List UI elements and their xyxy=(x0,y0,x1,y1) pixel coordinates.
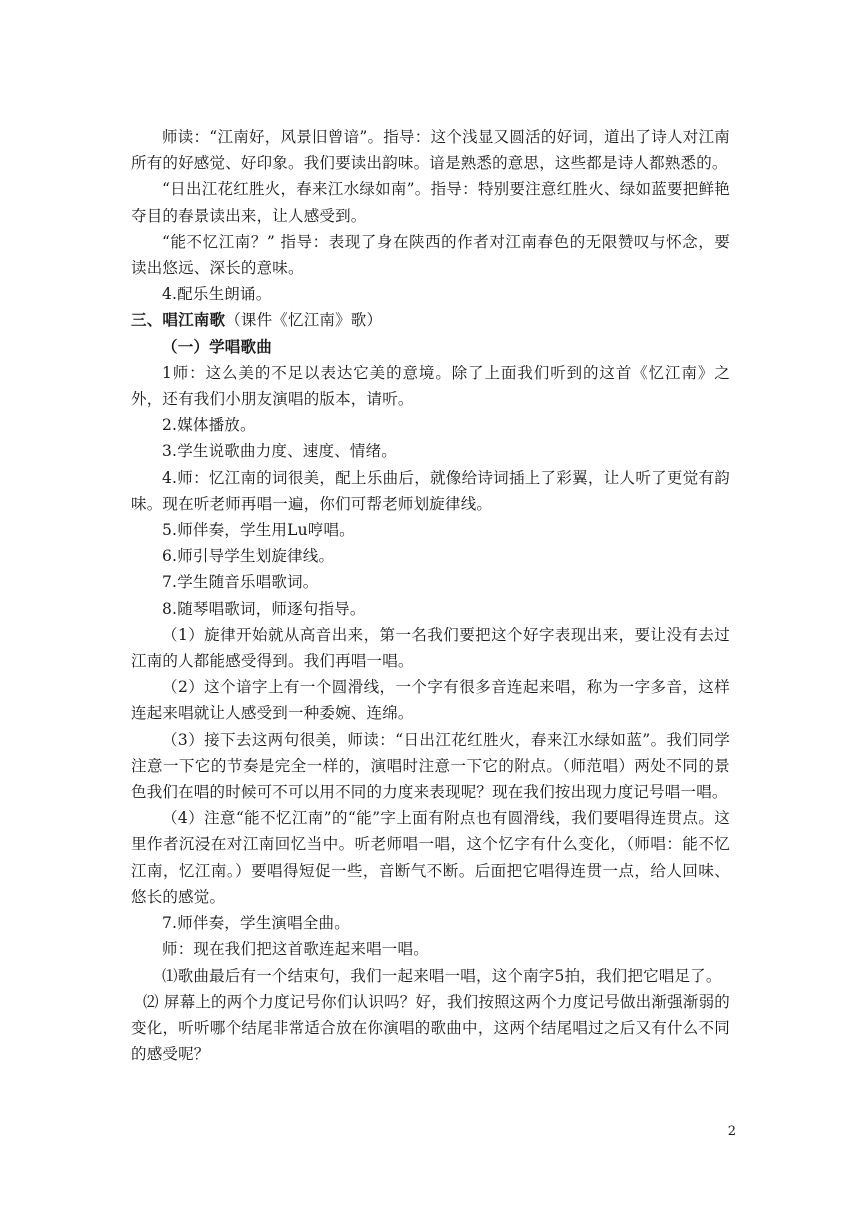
paragraph-guide-4: （4）注意“能不忆江南”的“能”字上面有附点也有圆滑线，我们要唱得连贯点。这里作者沉浸在对江南回忆当中。听老师唱一唱，这个忆字有什么变化，（师唱：能不忆江南，忆江南。）要唱得短促一些，音断气不断。后面把它唱得连贯一点，给人回味、悠长的感觉。 xyxy=(131,809,730,906)
section-heading-3 xyxy=(131,307,730,333)
page-number: 2 xyxy=(727,1124,736,1139)
paragraph-step-6: 6.师引导学生划旋律线。 xyxy=(162,547,335,566)
paragraph-guide-2: （2）这个谙字上有一个圆滑线，一个字有很多音连起来唱，称为一字多音，这样连起来唱就让人感受到一种委婉、连绵。 xyxy=(131,678,730,723)
paragraph-teacher-sing-through: 师：现在我们把这首歌连起来唱一唱。 xyxy=(162,940,429,959)
section-heading-title: 三、唱江南歌 xyxy=(131,310,226,330)
paragraph-sunrise-line: “日出江花红胜火，春来江水绿如南”。指导：特别要注意红胜火、绿如蓝要把鲜艳夺目的春景读出来，让人感受到。 xyxy=(131,180,730,225)
paragraph-nostalgia-line: “能不忆江南？” 指导：表现了身在陕西的作者对江南春色的无限赞叹与怀念，要读出悠远、深长的意味。 xyxy=(131,232,730,278)
paragraph-step-5: 5.师伴奏，学生用Lu哼唱。 xyxy=(162,521,355,540)
paragraph-step-7-accompany: 7.师伴奏，学生演唱全曲。 xyxy=(162,914,350,933)
paragraph-guide-1: （1）旋律开始就从高音出来，第一名我们要把这个好字表现出来，要让没有去过江南的人都能感受得到。我们再唱一唱。 xyxy=(131,625,730,671)
paragraph-step-4: 4.配乐生朗诵。 xyxy=(162,285,272,304)
document-body xyxy=(131,124,730,1067)
paragraph-step-2: 2.媒体播放。 xyxy=(162,416,256,435)
paragraph-step-8: 8.随琴唱歌词，师逐句指导。 xyxy=(162,599,366,618)
paragraph-guide-3: （3）接下去这两句很美，师读：“日出江花红胜火，春来江水绿如蓝”。我们同学注意一下它的节奏是完全一样的，演唱时注意一下它的附点。（师范唱）两处不同的景色我们在唱的时候可不可以用不同的力度来表现呢？现在我们按出现力度记号唱一唱。 xyxy=(131,730,730,802)
sub-heading-learn-song: （一）学唱歌曲 xyxy=(162,336,272,356)
paragraph-ending-1: ⑴歌曲最后有一个结束句，我们一起来唱一唱，这个南字5拍，我们把它唱足了。 xyxy=(162,966,722,985)
paragraph-step-1: 1师：这么美的不足以表达它美的意境。除了上面我们听到的这首《忆江南》之外，还有我们小朋友演唱的版本，请听。 xyxy=(131,363,730,409)
paragraph-ending-2: ⑵ 屏幕上的两个力度记号你们认识吗？好，我们按照这两个力度记号做出渐强渐弱的变化，听听哪个结尾非常适合放在你演唱的歌曲中，这两个结尾唱过之后又有什么不同的感受呢？ xyxy=(131,992,730,1064)
paragraph-step-4-teacher: 4.师：忆江南的词很美，配上乐曲后，就像给诗词插上了彩翼，让人听了更觉有韵味。现在听老师再唱一遍，你们可帮老师划旋律线。 xyxy=(131,468,730,513)
paragraph-teacher-reading: 师读：“江南好，风景旧曾谙”。指导：这个浅显又圆活的好词，道出了诗人对江南所有的好感觉、好印象。我们要读出韵味。谙是熟悉的意思，这些都是诗人都熟悉的。 xyxy=(131,128,730,173)
paragraph-step-3: 3.学生说歌曲力度、速度、情绪。 xyxy=(162,442,397,461)
section-heading-note: （课件《忆江南》歌） xyxy=(225,311,383,330)
paragraph-step-7: 7.学生随音乐唱歌词。 xyxy=(162,573,319,592)
